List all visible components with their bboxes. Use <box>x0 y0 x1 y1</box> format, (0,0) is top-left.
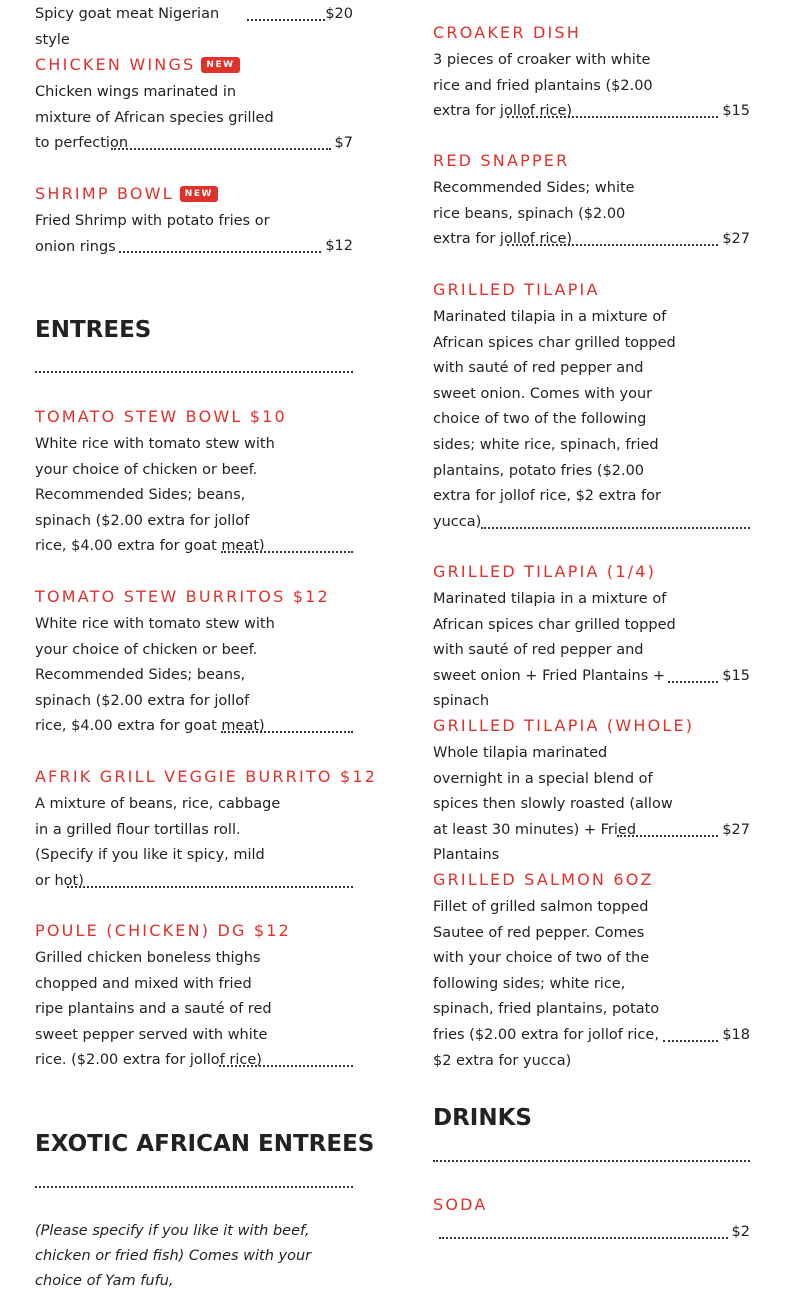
menu-item-poule-dg <box>35 921 353 1074</box>
section-heading-drinks: DRINKS <box>433 1105 532 1131</box>
price-leader <box>219 1065 353 1067</box>
item-description: Chicken wings marinated in mixture of African species grilled to perfection <box>35 84 274 152</box>
item-title: CROAKER DISH <box>433 23 581 42</box>
menu-item-grilled-tilapia-whole <box>433 716 750 864</box>
item-title: GRILLED SALMON 6OZ <box>433 870 654 889</box>
menu-item-shrimp-bowl <box>35 184 353 260</box>
price-leader <box>119 251 321 253</box>
price-leader <box>247 19 325 21</box>
item-title: GRILLED TILAPIA <box>433 280 600 299</box>
item-description: Grilled chicken boneless thighs chopped and mixed with fried ripe plantains and a sauté of red sweet pepper served with white rice. ($2.00 extra for jollof rice) <box>35 950 272 1069</box>
new-badge: NEW <box>201 57 239 73</box>
item-price: $7 <box>334 135 353 152</box>
item-description: Marinated tilapia in a mixture of African spices char grilled topped with sauté of red pepper and sweet onion. Comes with your choice of two of the following sides; white rice, spinach, fried plantains, potato fries ($2.00 extra for jollof rice, $2 extra for yucca) <box>433 309 676 530</box>
price-leader <box>617 835 718 837</box>
menu-item-goat <box>35 2 353 48</box>
item-title: GRILLED TILAPIA (1/4) <box>433 562 657 581</box>
menu-item-tomato-stew-burritos <box>35 587 353 740</box>
menu-item-chicken-wings <box>35 55 353 157</box>
price-leader <box>663 1040 718 1042</box>
item-description: Recommended Sides; white rice beans, spinach ($2.00 extra for jollof rice) <box>433 180 635 248</box>
section-heading-exotic: EXOTIC AFRICAN ENTREES <box>35 1131 375 1157</box>
menu-item-grilled-tilapia <box>433 280 750 536</box>
item-description: Fillet of grilled salmon topped Sautee of red pepper. Comes with your choice of two of the following sides; white rice, spinach, fried plantains, potato fries ($2.00 extra for jollof rice, $2 extra for yucca) <box>433 899 660 1069</box>
item-title: CHICKEN WINGS <box>35 55 196 74</box>
menu-item-veggie-burrito <box>35 767 378 895</box>
item-description: Fried Shrimp with potato fries or onion rings <box>35 213 270 255</box>
section-divider <box>35 371 353 373</box>
item-description: 3 pieces of croaker with white rice and fried plantains ($2.00 extra for jollof rice) <box>433 52 653 120</box>
section-heading-entrees: ENTREES <box>35 317 152 343</box>
menu-item-red-snapper <box>433 151 750 253</box>
item-price: $15 <box>722 668 750 685</box>
item-title: TOMATO STEW BURRITOS $12 <box>35 587 330 606</box>
item-price: $27 <box>722 822 750 839</box>
item-description: White rice with tomato stew with your choice of chicken or beef. Recommended Sides; beans, spinach ($2.00 extra for jollof rice, $4.00 extra for goat meat) <box>35 616 275 735</box>
item-price: $15 <box>722 103 750 120</box>
menu-item-tomato-stew-bowl <box>35 407 353 560</box>
menu-item-grilled-tilapia-quarter <box>433 562 750 710</box>
section-divider <box>35 1186 353 1188</box>
price-leader <box>481 527 750 529</box>
item-title: AFRIK GRILL VEGGIE BURRITO $12 <box>35 767 378 786</box>
item-title: GRILLED TILAPIA (WHOLE) <box>433 716 695 735</box>
item-description: Marinated tilapia in a mixture of African spices char grilled topped with sauté of red pepper and sweet onion + Fried Plantains + spinach <box>433 591 676 710</box>
item-description: A mixture of beans, rice, cabbage in a grilled flour tortillas roll. (Specify if you like it spicy, mild or hot) <box>35 796 281 889</box>
menu-item-grilled-salmon <box>433 870 750 1069</box>
price-leader <box>111 148 331 150</box>
item-title: SODA <box>433 1195 488 1214</box>
item-title: SHRIMP BOWL <box>35 184 174 203</box>
menu-item-soda <box>433 1195 750 1246</box>
price-leader <box>507 116 718 118</box>
section-divider <box>433 1160 750 1162</box>
price-leader <box>507 244 718 246</box>
price-leader <box>221 731 353 733</box>
item-price: $2 <box>731 1224 750 1241</box>
item-title: POULE (CHICKEN) DG $12 <box>35 921 292 940</box>
item-title: RED SNAPPER <box>433 151 570 170</box>
menu-item-croaker <box>433 23 750 125</box>
item-description: White rice with tomato stew with your choice of chicken or beef. Recommended Sides; beans, spinach ($2.00 extra for jollof rice, $4.00 extra for goat meat) <box>35 436 275 555</box>
item-description: Whole tilapia marinated overnight in a special blend of spices then slowly roasted (allow at least 30 minutes) + Fried Plantains <box>433 745 673 864</box>
price-leader <box>67 886 353 888</box>
price-leader <box>221 551 353 553</box>
new-badge: NEW <box>180 186 218 202</box>
item-price: $12 <box>325 238 353 255</box>
item-title: TOMATO STEW BOWL $10 <box>35 407 287 426</box>
item-description: Spicy goat meat Nigerian style <box>35 6 220 48</box>
item-price: $27 <box>722 231 750 248</box>
item-price: $20 <box>325 6 353 23</box>
exotic-note: (Please specify if you like it with beef, chicken or fried fish) Comes with your choice of Yam fufu, <box>35 1223 312 1289</box>
price-leader <box>439 1237 728 1239</box>
price-leader <box>668 681 718 683</box>
item-price: $18 <box>722 1027 750 1044</box>
